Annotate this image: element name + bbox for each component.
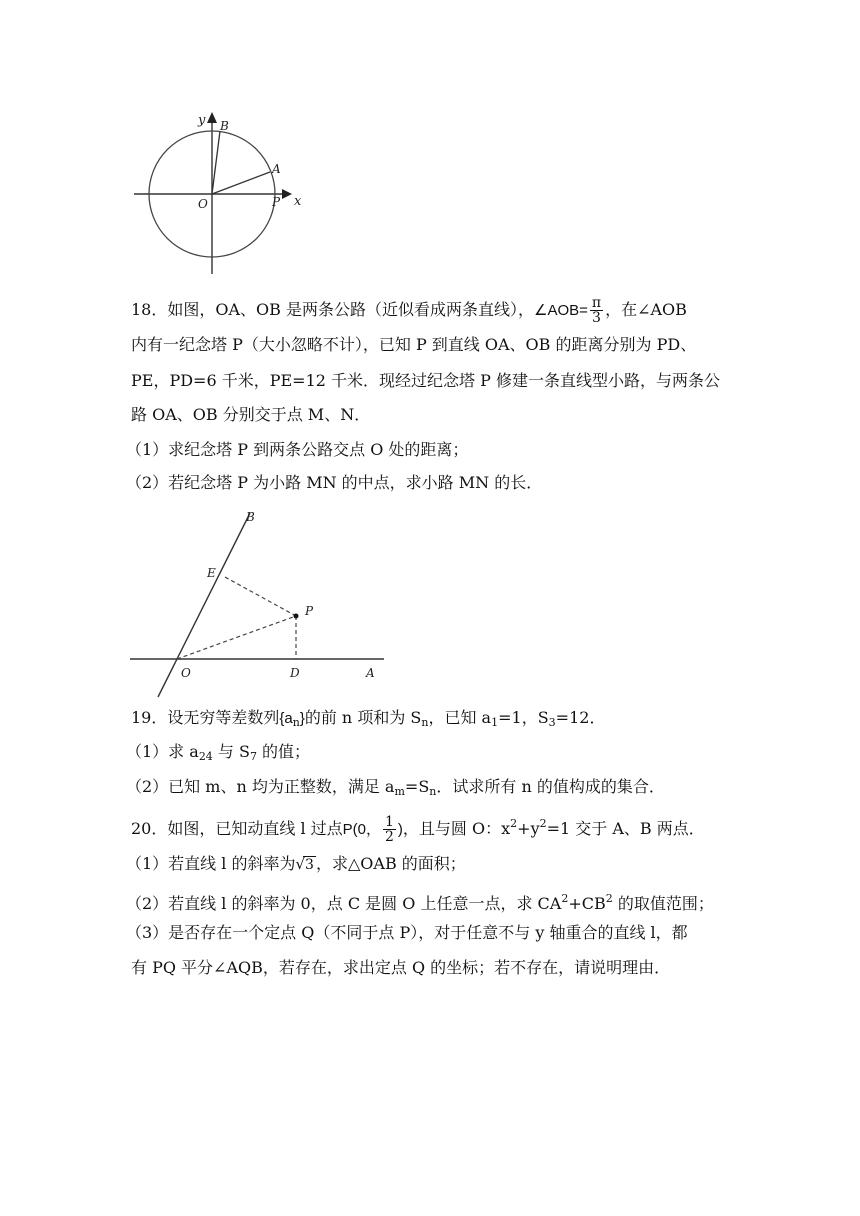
point-a-label: A [272,162,281,176]
ray-ob [212,131,220,194]
point-p-close: ) [397,821,403,838]
point-b-label: B [246,510,255,524]
q18-line2: 内有一纪念塔 P（大小忽略不计），已知 P 到直线 OA、OB 的距离分别为 PD、 [131,335,697,354]
a24-sub: 24 [198,750,213,763]
q20-text-b: ，且与圆 O：x [402,819,511,838]
point-a-label: A [366,666,375,680]
q20-part2 [126,888,714,915]
q19-p1-a: （1）求 a [126,742,199,761]
q19-p2-b: =S [404,777,430,796]
q20-p2-b: +CB [568,894,606,913]
angle-aob: ∠AOB= [534,302,588,319]
am-sub: m [394,785,405,798]
q19-part1 [126,741,310,768]
q19-p1-c: 的值； [256,742,311,761]
q19-text-e: =12． [555,708,606,727]
sqrt-sign: √ [295,855,306,873]
origin-label: O [198,197,208,211]
q19-text-b: 的前 n 项和为 S [304,708,422,727]
a1-sub: 1 [491,716,499,729]
seq-open: {a [279,710,293,727]
y-label: y [198,113,206,128]
q20-part3-line1: （3）是否存在一个定点 Q（不同于点 P），对于任意不与 y 轴重合的直线 l，都 [126,923,688,942]
pi-den: 3 [592,310,601,326]
q18-part1: （1）求纪念塔 P 到两条公路交点 O 处的距离； [126,440,469,459]
point-d-label: D [290,666,300,680]
q20-line1 [131,813,705,844]
q18-line4: 路 OA、OB 分别交于点 M、N． [131,405,371,424]
segment-pe [225,577,296,616]
sn-sub: n [429,785,437,798]
q20-part1 [126,853,466,875]
q19-p1-b: 与 S [212,742,250,761]
q19-text-c: ，已知 a [428,708,492,727]
q19-text-a: 19．设无穷等差数列 [131,708,280,727]
y-axis-arrow [207,112,217,123]
cb-squared: 2 [605,892,613,905]
monument-figure [128,503,388,703]
point-p: P(0， [342,821,381,838]
x-label: x [294,194,302,209]
q20-text-c: =1 交于 A、B 两点． [546,819,705,838]
seq-sub: n [292,716,300,729]
q20-p2-a: （2）若直线 l 的斜率为 0，点 C 是圆 O 上任意一点，求 CA [126,894,562,913]
point-p [294,614,299,619]
q18-text-a: 18．如图，OA、OB 是两条公路（近似看成两条直线）， [131,300,534,319]
q20-p1-b: ，求△OAB 的面积； [315,854,466,873]
q18-text-b: ，在∠AOB [605,300,687,319]
q20-plus-y: +y [517,819,540,838]
ray-oa [212,172,270,194]
one-half [383,815,396,844]
x-squared: 2 [510,817,518,830]
q19-part2 [126,776,665,803]
q19-p2-a: （2）已知 m、n 均为正整数，满足 a [126,777,395,796]
q20-text-a: 20．如图，已知动直线 l 过点 [131,819,343,838]
x-axis-arrow [282,189,292,199]
q20-p2-c: 的取值范围； [612,894,714,913]
q19-p2-c: ．试求所有 n 的值构成的集合． [436,777,665,796]
point-b-label: B [220,119,229,133]
seq-close: } [299,710,305,727]
s3-sub: 3 [548,716,556,729]
s7-sub: 7 [249,750,257,763]
q18-line1 [131,296,687,325]
q19-line1 [131,707,605,734]
pi-over-3 [590,296,603,325]
pi-num: π [591,295,602,311]
ca-squared: 2 [561,892,569,905]
road-ob [158,513,250,697]
unit-circle-figure [128,108,308,278]
y-squared: 2 [539,817,547,830]
point-p-label: P [272,195,281,209]
half-den: 2 [385,829,394,845]
q20-p1-a: （1）若直线 l 的斜率为 [126,854,296,873]
point-o-label: O [181,666,191,680]
half-num: 1 [385,814,394,830]
q18-line3: PE，PD=6 千米，PE=12 千米．现经过纪念塔 P 修建一条直线型小路，与两条公 [131,371,720,390]
point-p-label: P [305,604,314,618]
q19-text-d: =1，S [498,708,549,727]
point-e-label: E [207,566,216,580]
sqrt-value: 3 [305,857,314,873]
q18-part2: （2）若纪念塔 P 为小路 MN 的中点，求小路 MN 的长． [126,473,543,492]
s-sub: n [421,716,429,729]
q20-part3-line2: 有 PQ 平分∠AQB，若存在，求出定点 Q 的坐标；若不存在，请说明理由． [131,958,671,977]
